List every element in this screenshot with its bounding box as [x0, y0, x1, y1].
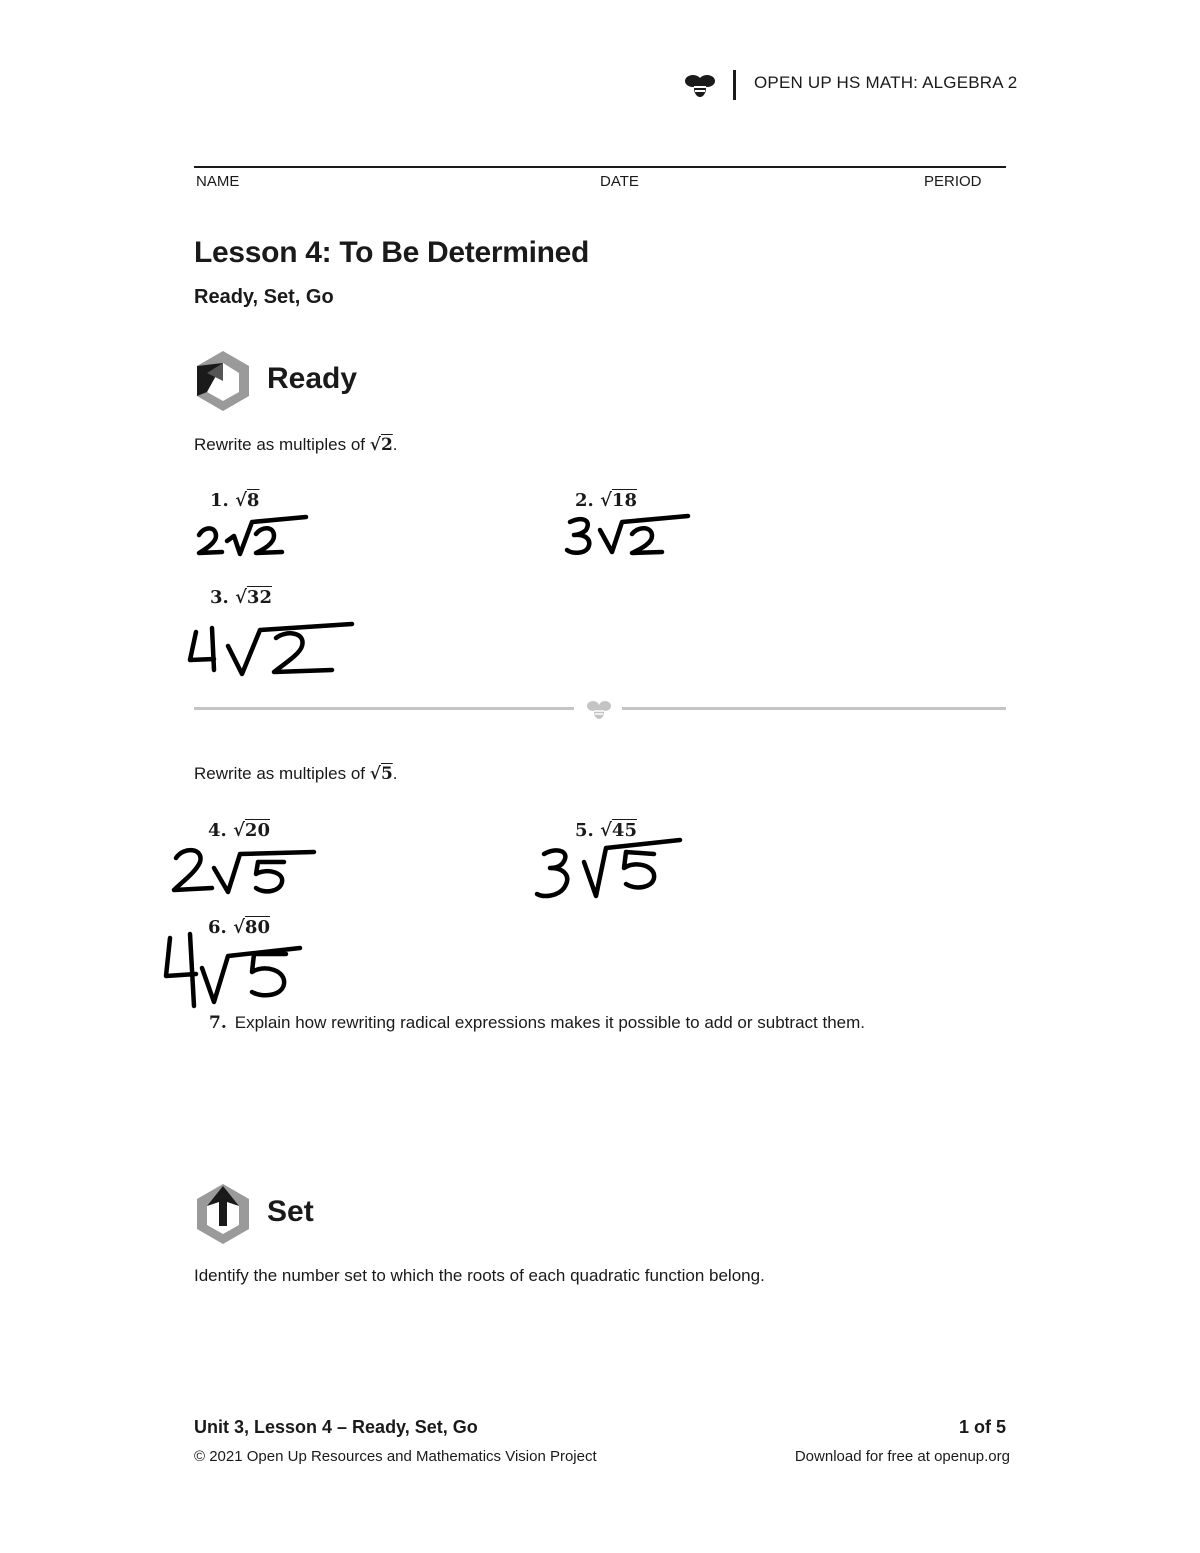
download-link[interactable]: Download for free at openup.org — [794, 1448, 1010, 1465]
radicand: 45 — [611, 820, 637, 841]
radical: √2 — [369, 435, 393, 455]
instruction-text: Rewrite as multiples of — [194, 435, 366, 454]
page-number: 1 of 5 — [958, 1417, 1006, 1437]
course-title: OPEN UP HS MATH: ALGEBRA 2 — [754, 73, 1018, 92]
ready-title: Ready — [267, 362, 358, 395]
problem-number: 5. — [575, 820, 594, 841]
radical: √80 — [233, 917, 270, 938]
problem-3-label — [210, 587, 272, 608]
bee-divider-icon — [586, 697, 612, 721]
period-label: PERIOD — [924, 173, 982, 190]
lesson-title: Lesson 4: To Be Determined — [194, 236, 590, 269]
radicand: 2 — [380, 435, 393, 455]
problem-4-label — [208, 820, 270, 841]
radicand: 8 — [246, 490, 260, 511]
question-text: Explain how rewriting radical expressions makes it possible to add or subtract them. — [234, 1013, 865, 1032]
header-separator — [733, 70, 736, 100]
copyright-notice: © 2021 Open Up Resources and Mathematics Vision Project — [194, 1448, 597, 1465]
set-title: Set — [267, 1195, 314, 1228]
radicand: 5 — [380, 764, 393, 784]
ready-hexagon-icon — [194, 349, 252, 413]
set-instruction: Identify the number set to which the roots of each quadratic function belong. — [194, 1266, 765, 1285]
footer-unit-lesson: Unit 3, Lesson 4 – Ready, Set, Go — [194, 1417, 478, 1437]
bee-logo-icon — [684, 70, 716, 100]
radical: √32 — [235, 587, 272, 608]
problem-number: 1. — [210, 490, 229, 511]
problem-number: 2. — [575, 490, 594, 511]
problem-number: 3. — [210, 587, 229, 608]
radical: √18 — [600, 490, 637, 511]
name-label: NAME — [196, 173, 240, 190]
problem-2-handwritten-answer — [562, 508, 697, 558]
section-divider-right — [622, 707, 1006, 710]
problem-5-handwritten-answer — [532, 834, 687, 904]
date-label: DATE — [600, 173, 639, 190]
radical: √20 — [233, 820, 270, 841]
radicand: 20 — [244, 820, 270, 841]
radical: √45 — [600, 820, 637, 841]
section-divider-left — [194, 707, 574, 710]
problem-6-handwritten-answer — [158, 928, 306, 1010]
ready-instruction-2: Rewrite as multiples of √5. — [194, 764, 398, 784]
radical: √5 — [369, 764, 393, 784]
problem-1-handwritten-answer — [194, 508, 314, 558]
radicand: 80 — [244, 917, 270, 938]
problem-number: 6. — [208, 917, 227, 938]
problem-4-handwritten-answer — [168, 840, 320, 898]
ready-instruction-1: Rewrite as multiples of √2. — [194, 435, 398, 455]
lesson-subtitle: Ready, Set, Go — [194, 286, 334, 308]
problem-3-handwritten-answer — [184, 614, 359, 680]
radicand: 18 — [611, 490, 637, 511]
instruction-text: Rewrite as multiples of — [194, 764, 366, 783]
name-line — [194, 166, 1006, 168]
radical: √8 — [235, 490, 260, 511]
problem-number: 4. — [208, 820, 227, 841]
question-7 — [209, 1013, 865, 1033]
question-number: 7. — [209, 1013, 227, 1033]
set-hexagon-icon — [194, 1182, 252, 1246]
radicand: 32 — [246, 587, 272, 608]
